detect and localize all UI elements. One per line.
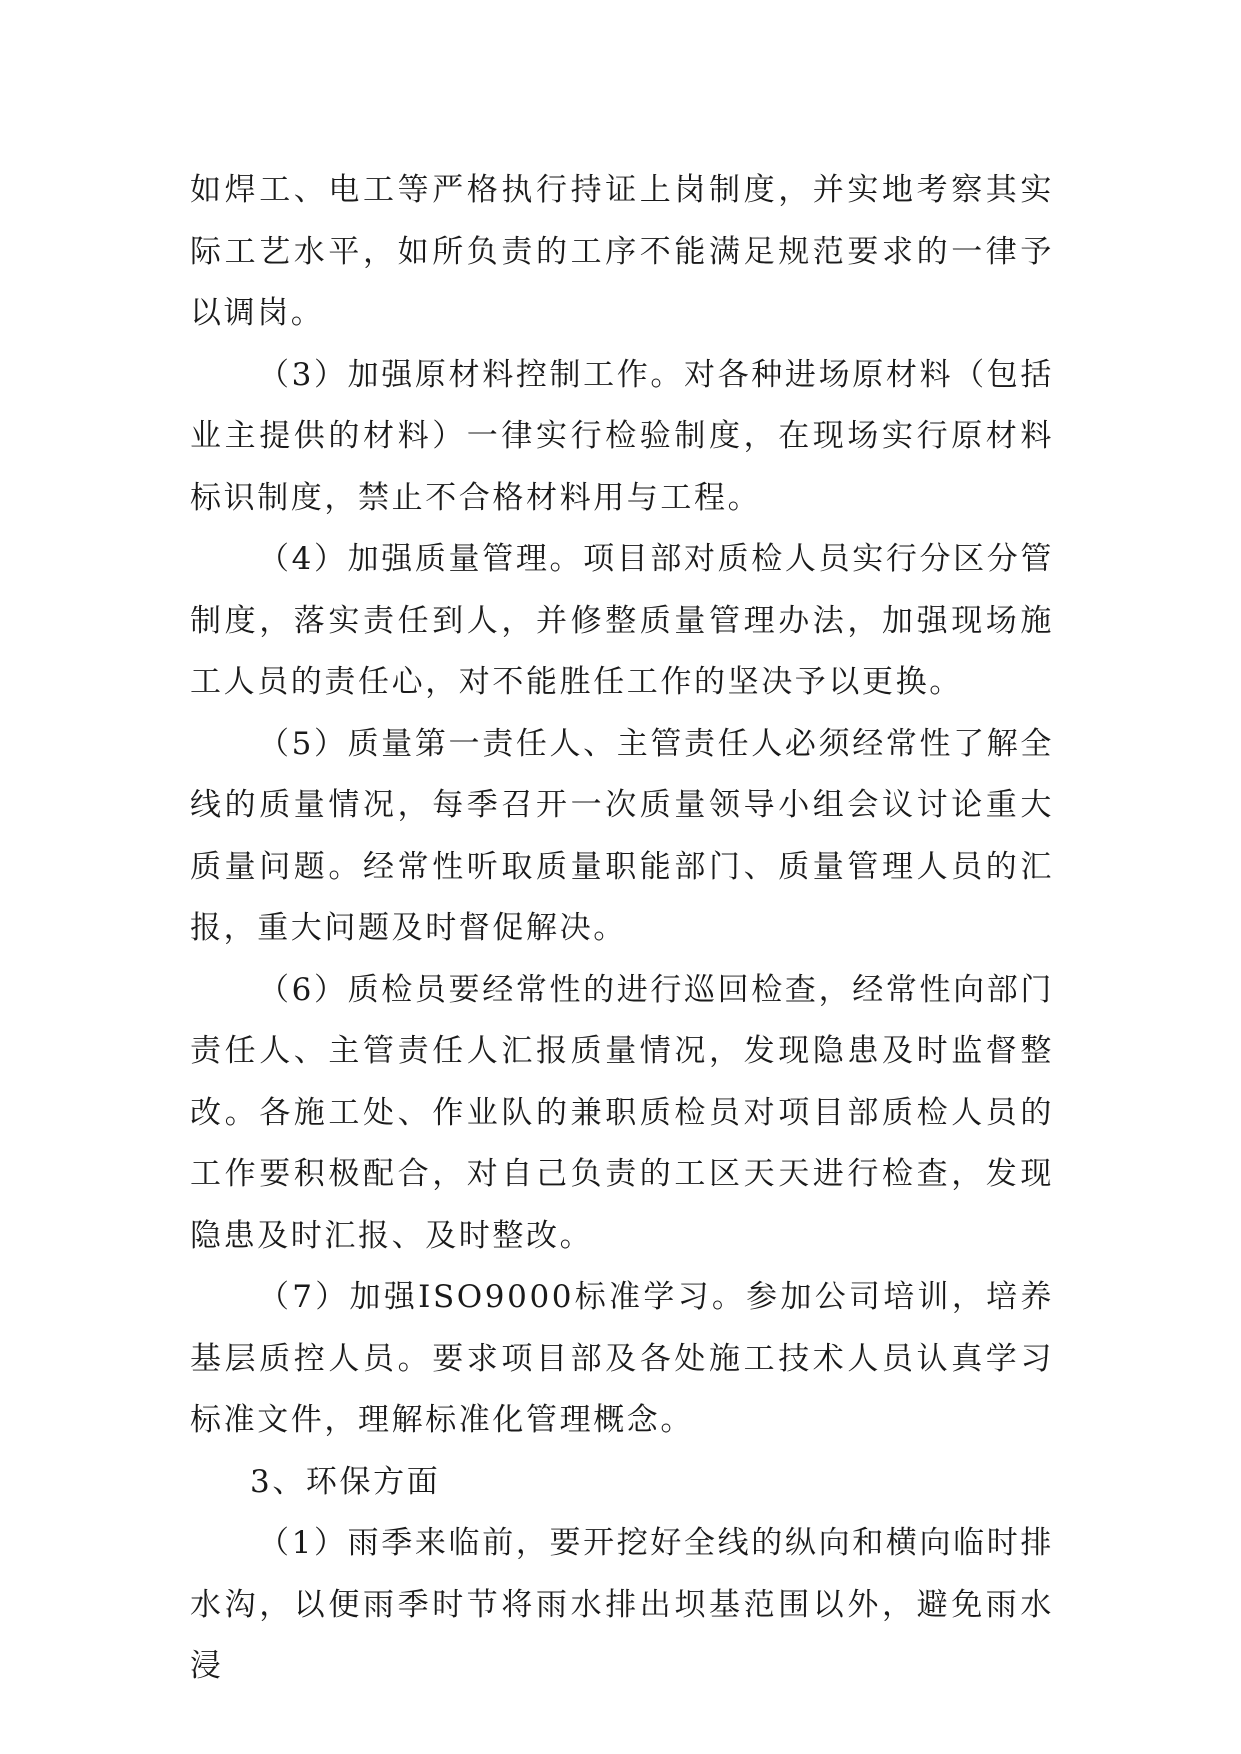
paragraph-item-1: （1）雨季来临前，要开挖好全线的纵向和横向临时排水沟，以便雨季时节将雨水排出坝基范围以外，避免雨水浸	[190, 1525, 1054, 1684]
paragraph-item-6: （6）质检员要经常性的进行巡回检查，经常性向部门责任人、主管责任人汇报质量情况，发现隐患及时监督整改。各施工处、作业队的兼职质检员对项目部质检人员的工作要积极配合，对自己负责的工区天天进行检查，发现隐患及时汇报、及时整改。	[190, 971, 1054, 1254]
paragraph-item-3: （3）加强原材料控制工作。对各种进场原材料（包括业主提供的材料）一律实行检验制度，在现场实行原材料标识制度，禁止不合格材料用与工程。	[190, 356, 1054, 516]
paragraph-continuation: 如焊工、电工等严格执行持证上岗制度，并实地考察其实际工艺水平，如所负责的工序不能满足规范要求的一律予以调岗。	[190, 172, 1054, 331]
section-heading-environment: 3、环保方面	[250, 1463, 441, 1500]
document-body	[190, 160, 1054, 1698]
paragraph-item-5: （5）质量第一责任人、主管责任人必须经常性了解全线的质量情况，每季召开一次质量领导小组会议讨论重大质量问题。经常性听取质量职能部门、质量管理人员的汇报，重大问题及时督促解决。	[190, 725, 1054, 946]
paragraph-item-7: （7）加强ISO9000标准学习。参加公司培训，培养基层质控人员。要求项目部及各处施工技术人员认真学习标准文件，理解标准化管理概念。	[190, 1279, 1054, 1438]
paragraph-item-4: （4）加强质量管理。项目部对质检人员实行分区分管制度，落实责任到人，并修整质量管理办法，加强现场施工人员的责任心，对不能胜任工作的坚决予以更换。	[190, 541, 1054, 700]
